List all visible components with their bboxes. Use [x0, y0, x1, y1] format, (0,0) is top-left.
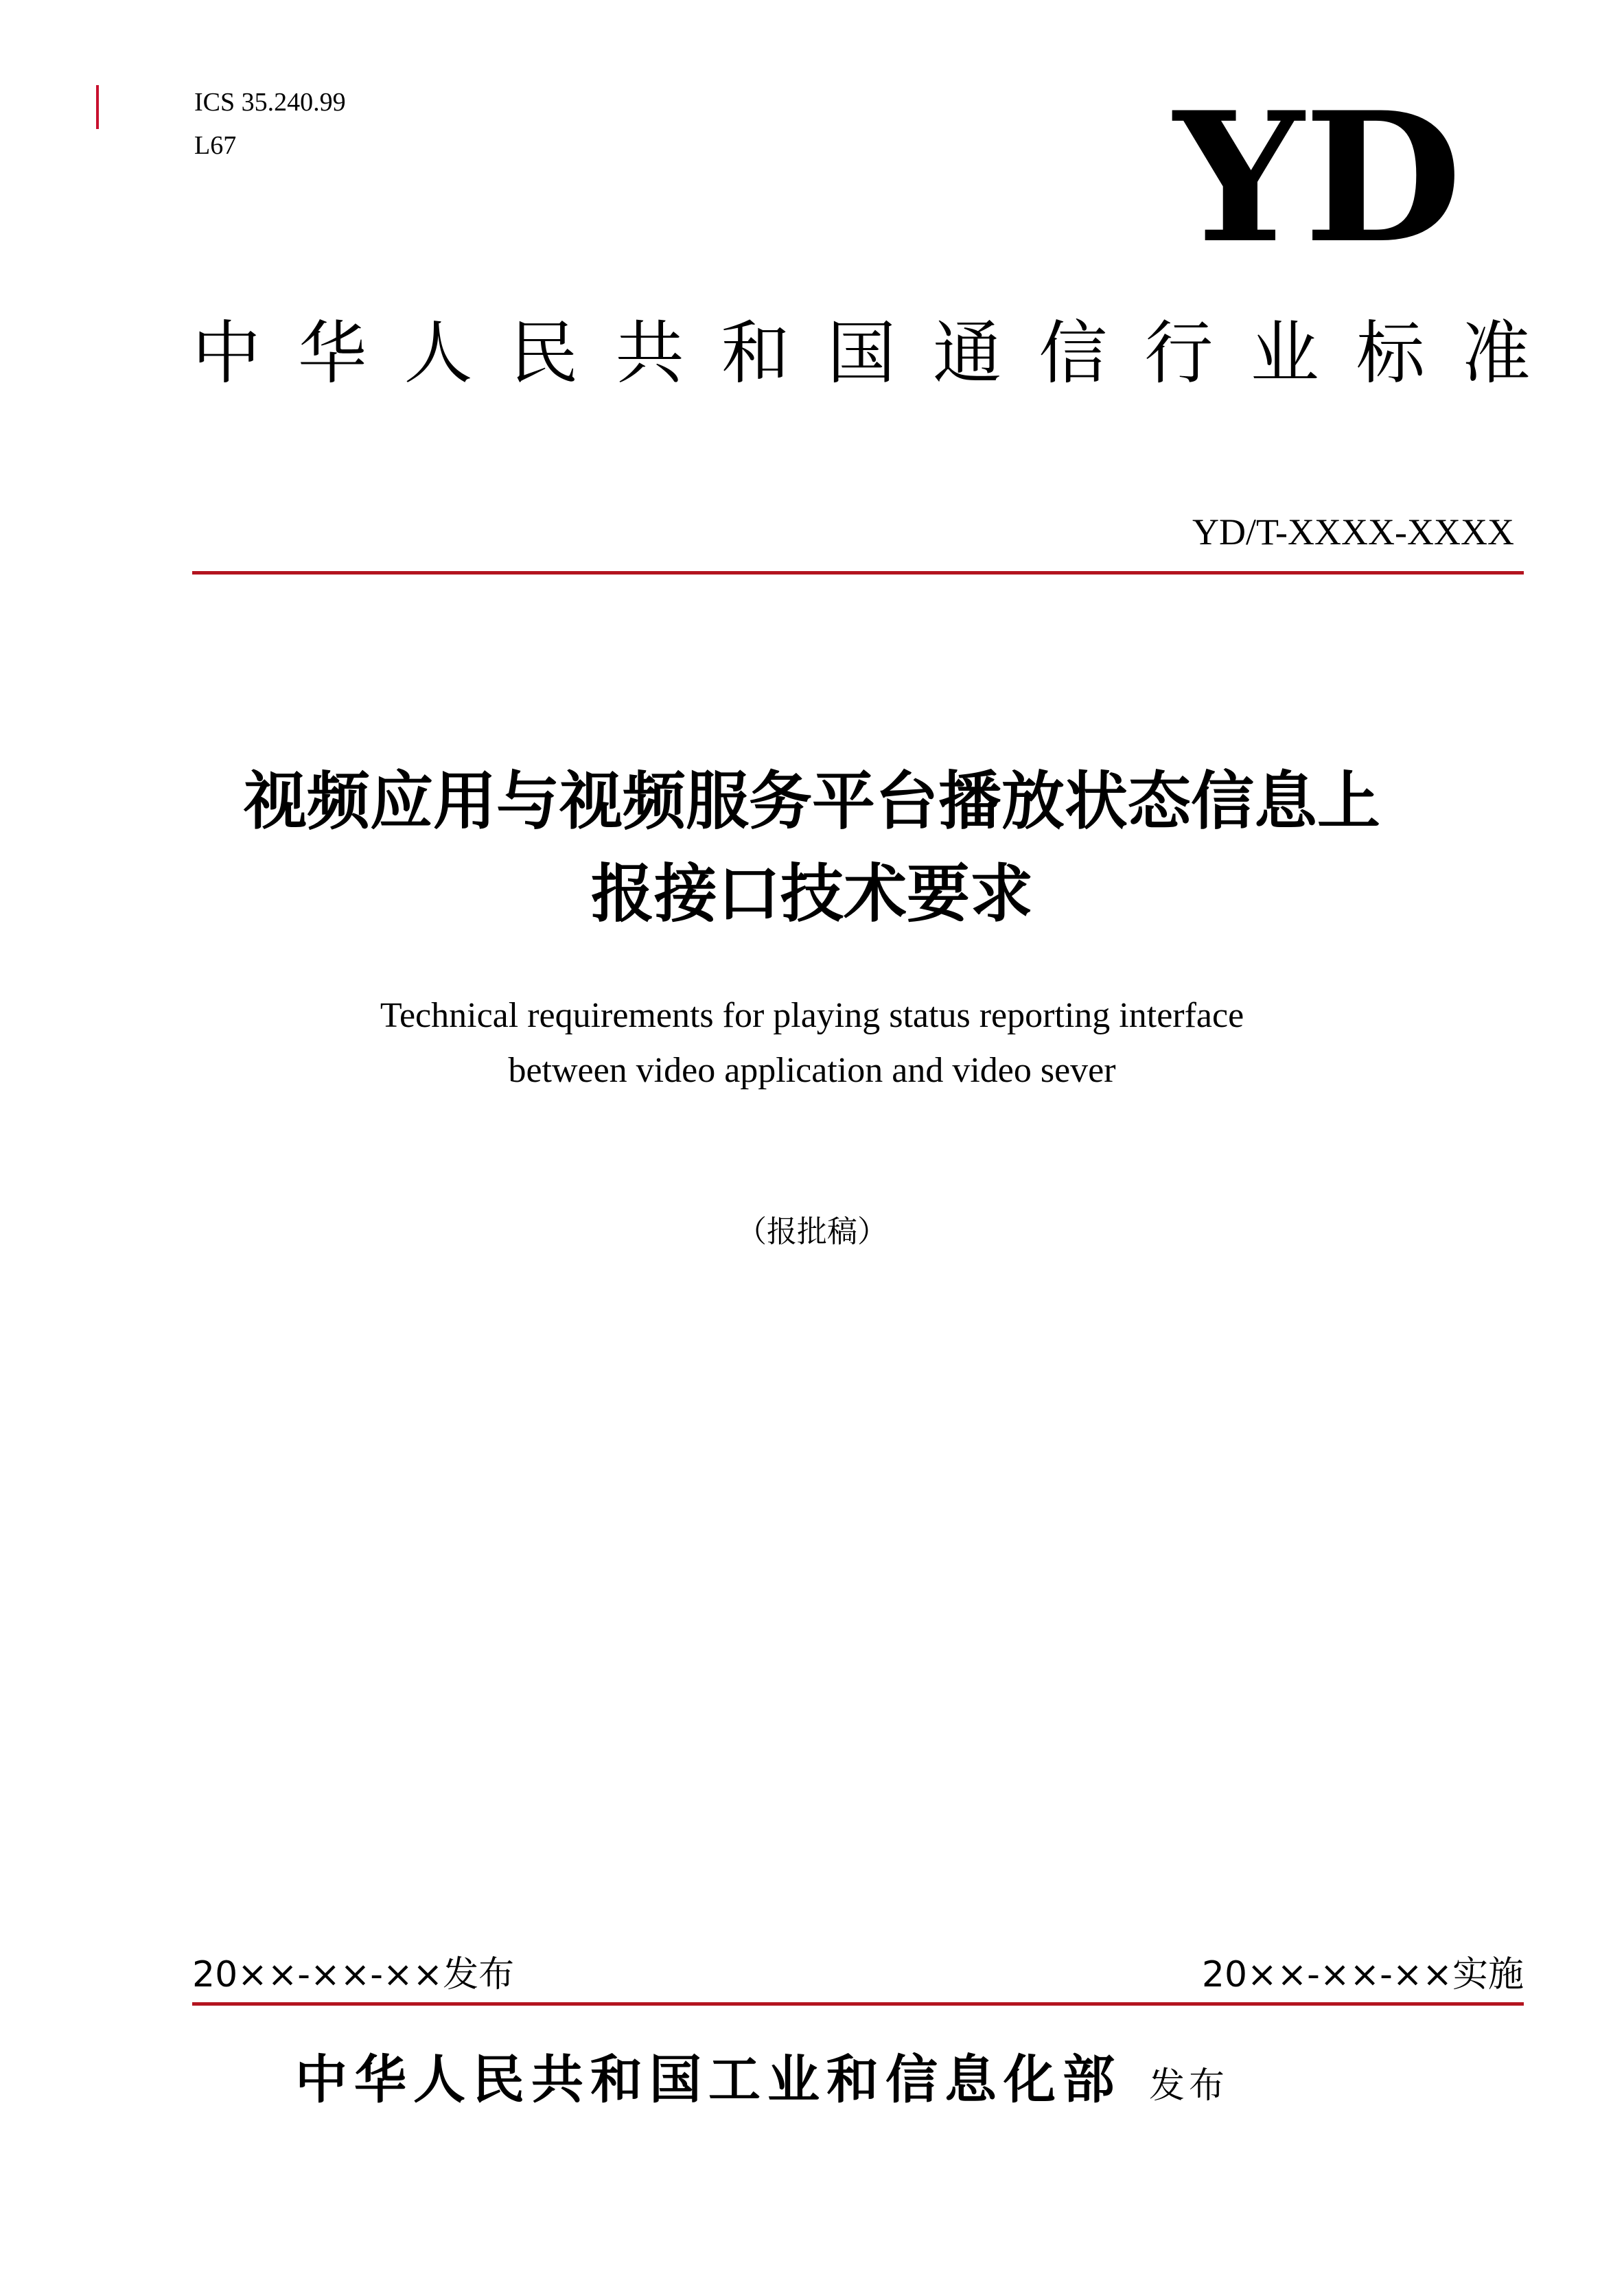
- industry-title-char: 信: [1039, 313, 1108, 393]
- document-title-cn: [103, 755, 1521, 940]
- industry-title-char: 民: [509, 313, 579, 393]
- implementation-date: 20××-××-××实施: [1201, 1954, 1524, 1995]
- industry-title-char: 共: [615, 313, 684, 393]
- industry-title-char: 通: [933, 313, 1002, 393]
- industry-title-char: 国: [826, 313, 896, 393]
- title-en-line-1: Technical requirements for playing status reporting interface: [380, 996, 1244, 1035]
- classification-code: L67: [194, 131, 237, 160]
- industry-title-char: 行: [1144, 313, 1214, 393]
- yd-logo-text: YD: [1170, 103, 1462, 261]
- publisher-verb: 发布: [1149, 2065, 1229, 2107]
- industry-title-char: 中: [192, 313, 261, 393]
- title-cn-line-2: 报接口技术要求: [590, 857, 1033, 931]
- publish-date: 20××-××-××发布: [192, 1954, 515, 1995]
- title-en-line-2: between video application and video sever: [508, 1051, 1116, 1090]
- publisher-org: 中华人民共和国工业和信息化部: [295, 2049, 1122, 2110]
- ics-code: ICS 35.240.99: [194, 88, 346, 117]
- standard-number: YD/T-XXXX-XXXX: [1192, 511, 1514, 553]
- industry-title-char: 华: [298, 313, 367, 393]
- industry-title-char: 业: [1250, 313, 1319, 393]
- title-cn-line-1: 视频应用与视频服务平台播放状态信息上: [243, 765, 1380, 838]
- publisher-line: [295, 2042, 1393, 2124]
- document-title-en: [103, 988, 1521, 1098]
- yd-logo: [1167, 103, 1469, 261]
- industry-title-char: 标: [1356, 313, 1425, 393]
- draft-status: （报批稿）: [736, 1214, 888, 1249]
- industry-title-char: 人: [404, 313, 473, 393]
- industry-standard-title: [192, 309, 1531, 398]
- industry-title-char: 准: [1461, 313, 1531, 393]
- top-divider: [192, 571, 1524, 575]
- bottom-divider: [192, 2002, 1524, 2006]
- margin-tick: [96, 85, 99, 129]
- industry-title-char: 和: [721, 313, 790, 393]
